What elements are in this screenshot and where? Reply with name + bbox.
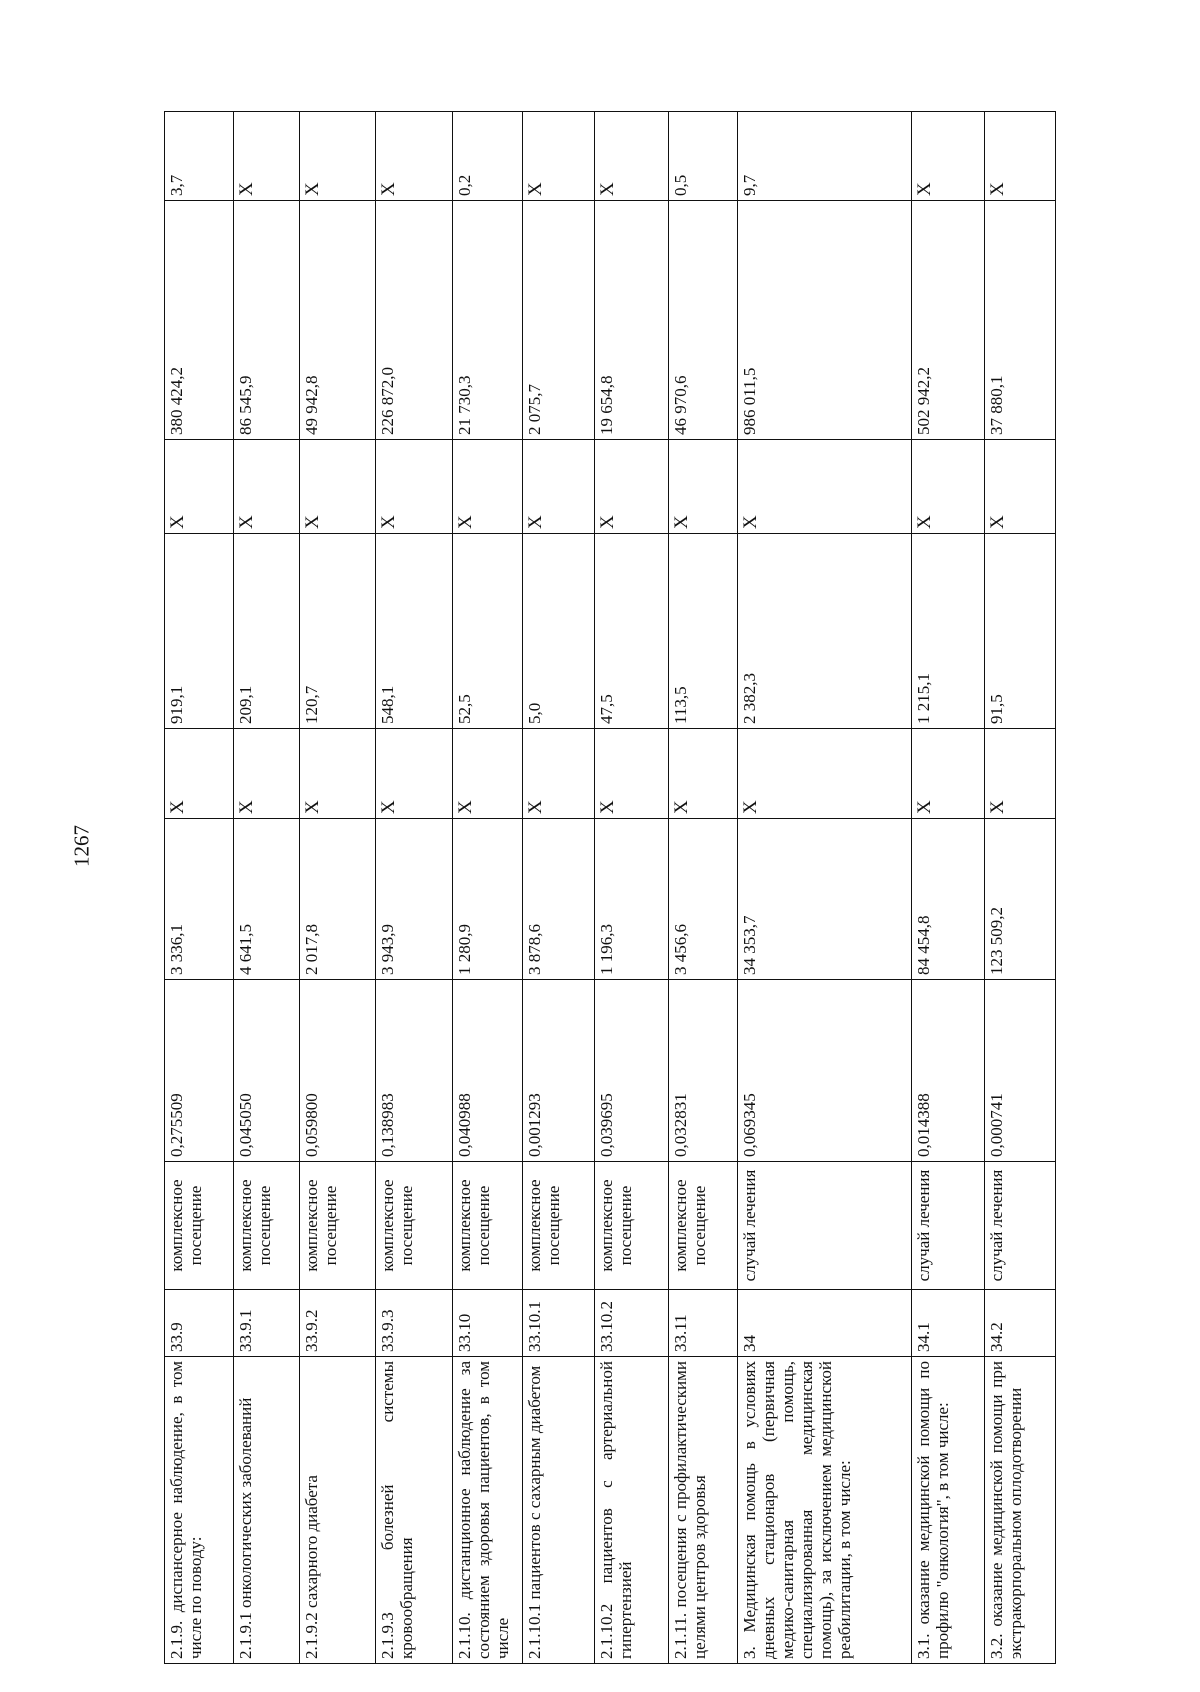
row-name: 2.1.9.2 сахарного диабета — [299, 1357, 375, 1664]
row-col9: 986 011,5 — [738, 201, 912, 440]
row-code: 33.11 — [669, 1290, 738, 1357]
row-col8: X — [522, 440, 594, 534]
row-col7: 1 215,1 — [911, 534, 984, 729]
row-col10: X — [522, 112, 594, 201]
row-unit: комплексное посещение — [165, 1162, 234, 1290]
row-name: 2.1.9. диспансерное наблюдение, в том числе по поводу: — [165, 1357, 234, 1664]
row-norm: 0,014388 — [911, 980, 984, 1162]
row-unit: комплексное посещение — [594, 1162, 668, 1290]
row-col6: X — [594, 729, 668, 819]
row-col6: X — [522, 729, 594, 819]
row-col6: X — [911, 729, 984, 819]
row-norm: 0,138983 — [376, 980, 452, 1162]
row-col7: 5,0 — [522, 534, 594, 729]
row-unit: комплексное посещение — [452, 1162, 522, 1290]
row-name: 2.1.9.3 болезней системы кровообращения — [376, 1357, 452, 1664]
row-col6: X — [234, 729, 300, 819]
row-norm: 0,000741 — [984, 980, 1055, 1162]
row-unit: случай лечения — [738, 1162, 912, 1290]
row-col9: 46 970,6 — [669, 201, 738, 440]
row-col10: X — [376, 112, 452, 201]
row-col10: X — [984, 112, 1055, 201]
row-code: 33.9.3 — [376, 1290, 452, 1357]
table-row — [911, 112, 984, 1664]
row-col8: X — [984, 440, 1055, 534]
row-col9: 49 942,8 — [299, 201, 375, 440]
table-row — [594, 112, 668, 1664]
row-norm: 0,059800 — [299, 980, 375, 1162]
row-code: 33.9.2 — [299, 1290, 375, 1357]
row-col9: 37 880,1 — [984, 201, 1055, 440]
row-name: 3. Медицинская помощь в условиях дневных стационаров (первичная медико-санитарная помощь, специализированная медицинская помощь), за исключением медицинской реабилитации, в том числе: — [738, 1357, 912, 1664]
row-col7: 209,1 — [234, 534, 300, 729]
row-col8: X — [911, 440, 984, 534]
row-col6: X — [299, 729, 375, 819]
row-code: 34.2 — [984, 1290, 1055, 1357]
row-name: 2.1.11. посещения с профилактическими целями центров здоровья — [669, 1357, 738, 1664]
table-row — [376, 112, 452, 1664]
row-col9: 380 424,2 — [165, 201, 234, 440]
row-unit: комплексное посещение — [669, 1162, 738, 1290]
row-col7: 91,5 — [984, 534, 1055, 729]
row-col7: 548,1 — [376, 534, 452, 729]
row-name: 2.1.9.1 онкологических заболеваний — [234, 1357, 300, 1664]
row-cost: 1 280,9 — [452, 819, 522, 980]
row-col8: X — [669, 440, 738, 534]
row-cost: 4 641,5 — [234, 819, 300, 980]
row-unit: комплексное посещение — [522, 1162, 594, 1290]
row-cost: 2 017,8 — [299, 819, 375, 980]
row-cost: 84 454,8 — [911, 819, 984, 980]
row-unit: комплексное посещение — [299, 1162, 375, 1290]
row-name: 2.1.10.2 пациентов с артериальной гипертензией — [594, 1357, 668, 1664]
row-col7: 919,1 — [165, 534, 234, 729]
row-col10: 0,2 — [452, 112, 522, 201]
row-col6: X — [165, 729, 234, 819]
row-col6: X — [669, 729, 738, 819]
row-code: 33.10 — [452, 1290, 522, 1357]
table-row — [984, 112, 1055, 1664]
row-norm: 0,040988 — [452, 980, 522, 1162]
page-number: 1267 — [69, 825, 94, 867]
row-cost: 3 336,1 — [165, 819, 234, 980]
row-col9: 19 654,8 — [594, 201, 668, 440]
table-row — [522, 112, 594, 1664]
row-norm: 0,275509 — [165, 980, 234, 1162]
table-row — [234, 112, 300, 1664]
row-cost: 3 456,6 — [669, 819, 738, 980]
row-col6: X — [376, 729, 452, 819]
row-cost: 34 353,7 — [738, 819, 912, 980]
row-unit: случай лечения — [911, 1162, 984, 1290]
row-norm: 0,045050 — [234, 980, 300, 1162]
row-col8: X — [594, 440, 668, 534]
row-cost: 123 509,2 — [984, 819, 1055, 980]
row-col6: X — [984, 729, 1055, 819]
row-col10: X — [299, 112, 375, 201]
row-cost: 1 196,3 — [594, 819, 668, 980]
row-code: 33.9.1 — [234, 1290, 300, 1357]
row-col9: 21 730,3 — [452, 201, 522, 440]
row-col9: 226 872,0 — [376, 201, 452, 440]
row-norm: 0,039695 — [594, 980, 668, 1162]
row-col7: 2 382,3 — [738, 534, 912, 729]
row-col9: 2 075,7 — [522, 201, 594, 440]
row-col9: 502 942,2 — [911, 201, 984, 440]
row-name: 3.1. оказание медицинской помощи по профилю "онкология", в том числе: — [911, 1357, 984, 1664]
row-cost: 3 878,6 — [522, 819, 594, 980]
row-col10: 3,7 — [165, 112, 234, 201]
row-cost: 3 943,9 — [376, 819, 452, 980]
row-col8: X — [165, 440, 234, 534]
row-unit: случай лечения — [984, 1162, 1055, 1290]
row-col7: 113,5 — [669, 534, 738, 729]
row-unit: комплексное посещение — [376, 1162, 452, 1290]
row-col8: X — [299, 440, 375, 534]
financing-table — [164, 111, 1056, 1664]
rotated-table-container — [164, 112, 1056, 1664]
row-col10: 0,5 — [669, 112, 738, 201]
row-col6: X — [738, 729, 912, 819]
table-row — [738, 112, 912, 1664]
table-body — [165, 112, 1056, 1664]
row-code: 33.10.1 — [522, 1290, 594, 1357]
row-col10: X — [234, 112, 300, 201]
row-code: 34 — [738, 1290, 912, 1357]
table-row — [165, 112, 234, 1664]
row-col8: X — [376, 440, 452, 534]
row-col10: 9,7 — [738, 112, 912, 201]
table-row — [299, 112, 375, 1664]
table-row — [669, 112, 738, 1664]
row-col8: X — [738, 440, 912, 534]
row-col6: X — [452, 729, 522, 819]
row-code: 34.1 — [911, 1290, 984, 1357]
row-col7: 120,7 — [299, 534, 375, 729]
row-name: 2.1.10. дистанционное наблюдение за состоянием здоровья пациентов, в том числе — [452, 1357, 522, 1664]
row-name: 2.1.10.1 пациентов с сахарным диабетом — [522, 1357, 594, 1664]
row-code: 33.10.2 — [594, 1290, 668, 1357]
row-col7: 52,5 — [452, 534, 522, 729]
row-col7: 47,5 — [594, 534, 668, 729]
row-norm: 0,032831 — [669, 980, 738, 1162]
row-col10: X — [594, 112, 668, 201]
row-unit: комплексное посещение — [234, 1162, 300, 1290]
row-norm: 0,069345 — [738, 980, 912, 1162]
row-col9: 86 545,9 — [234, 201, 300, 440]
row-norm: 0,001293 — [522, 980, 594, 1162]
table-row — [452, 112, 522, 1664]
row-col8: X — [234, 440, 300, 534]
row-name: 3.2. оказание медицинской помощи при экстракорпоральном оплодотворении — [984, 1357, 1055, 1664]
row-col10: X — [911, 112, 984, 201]
row-code: 33.9 — [165, 1290, 234, 1357]
row-col8: X — [452, 440, 522, 534]
